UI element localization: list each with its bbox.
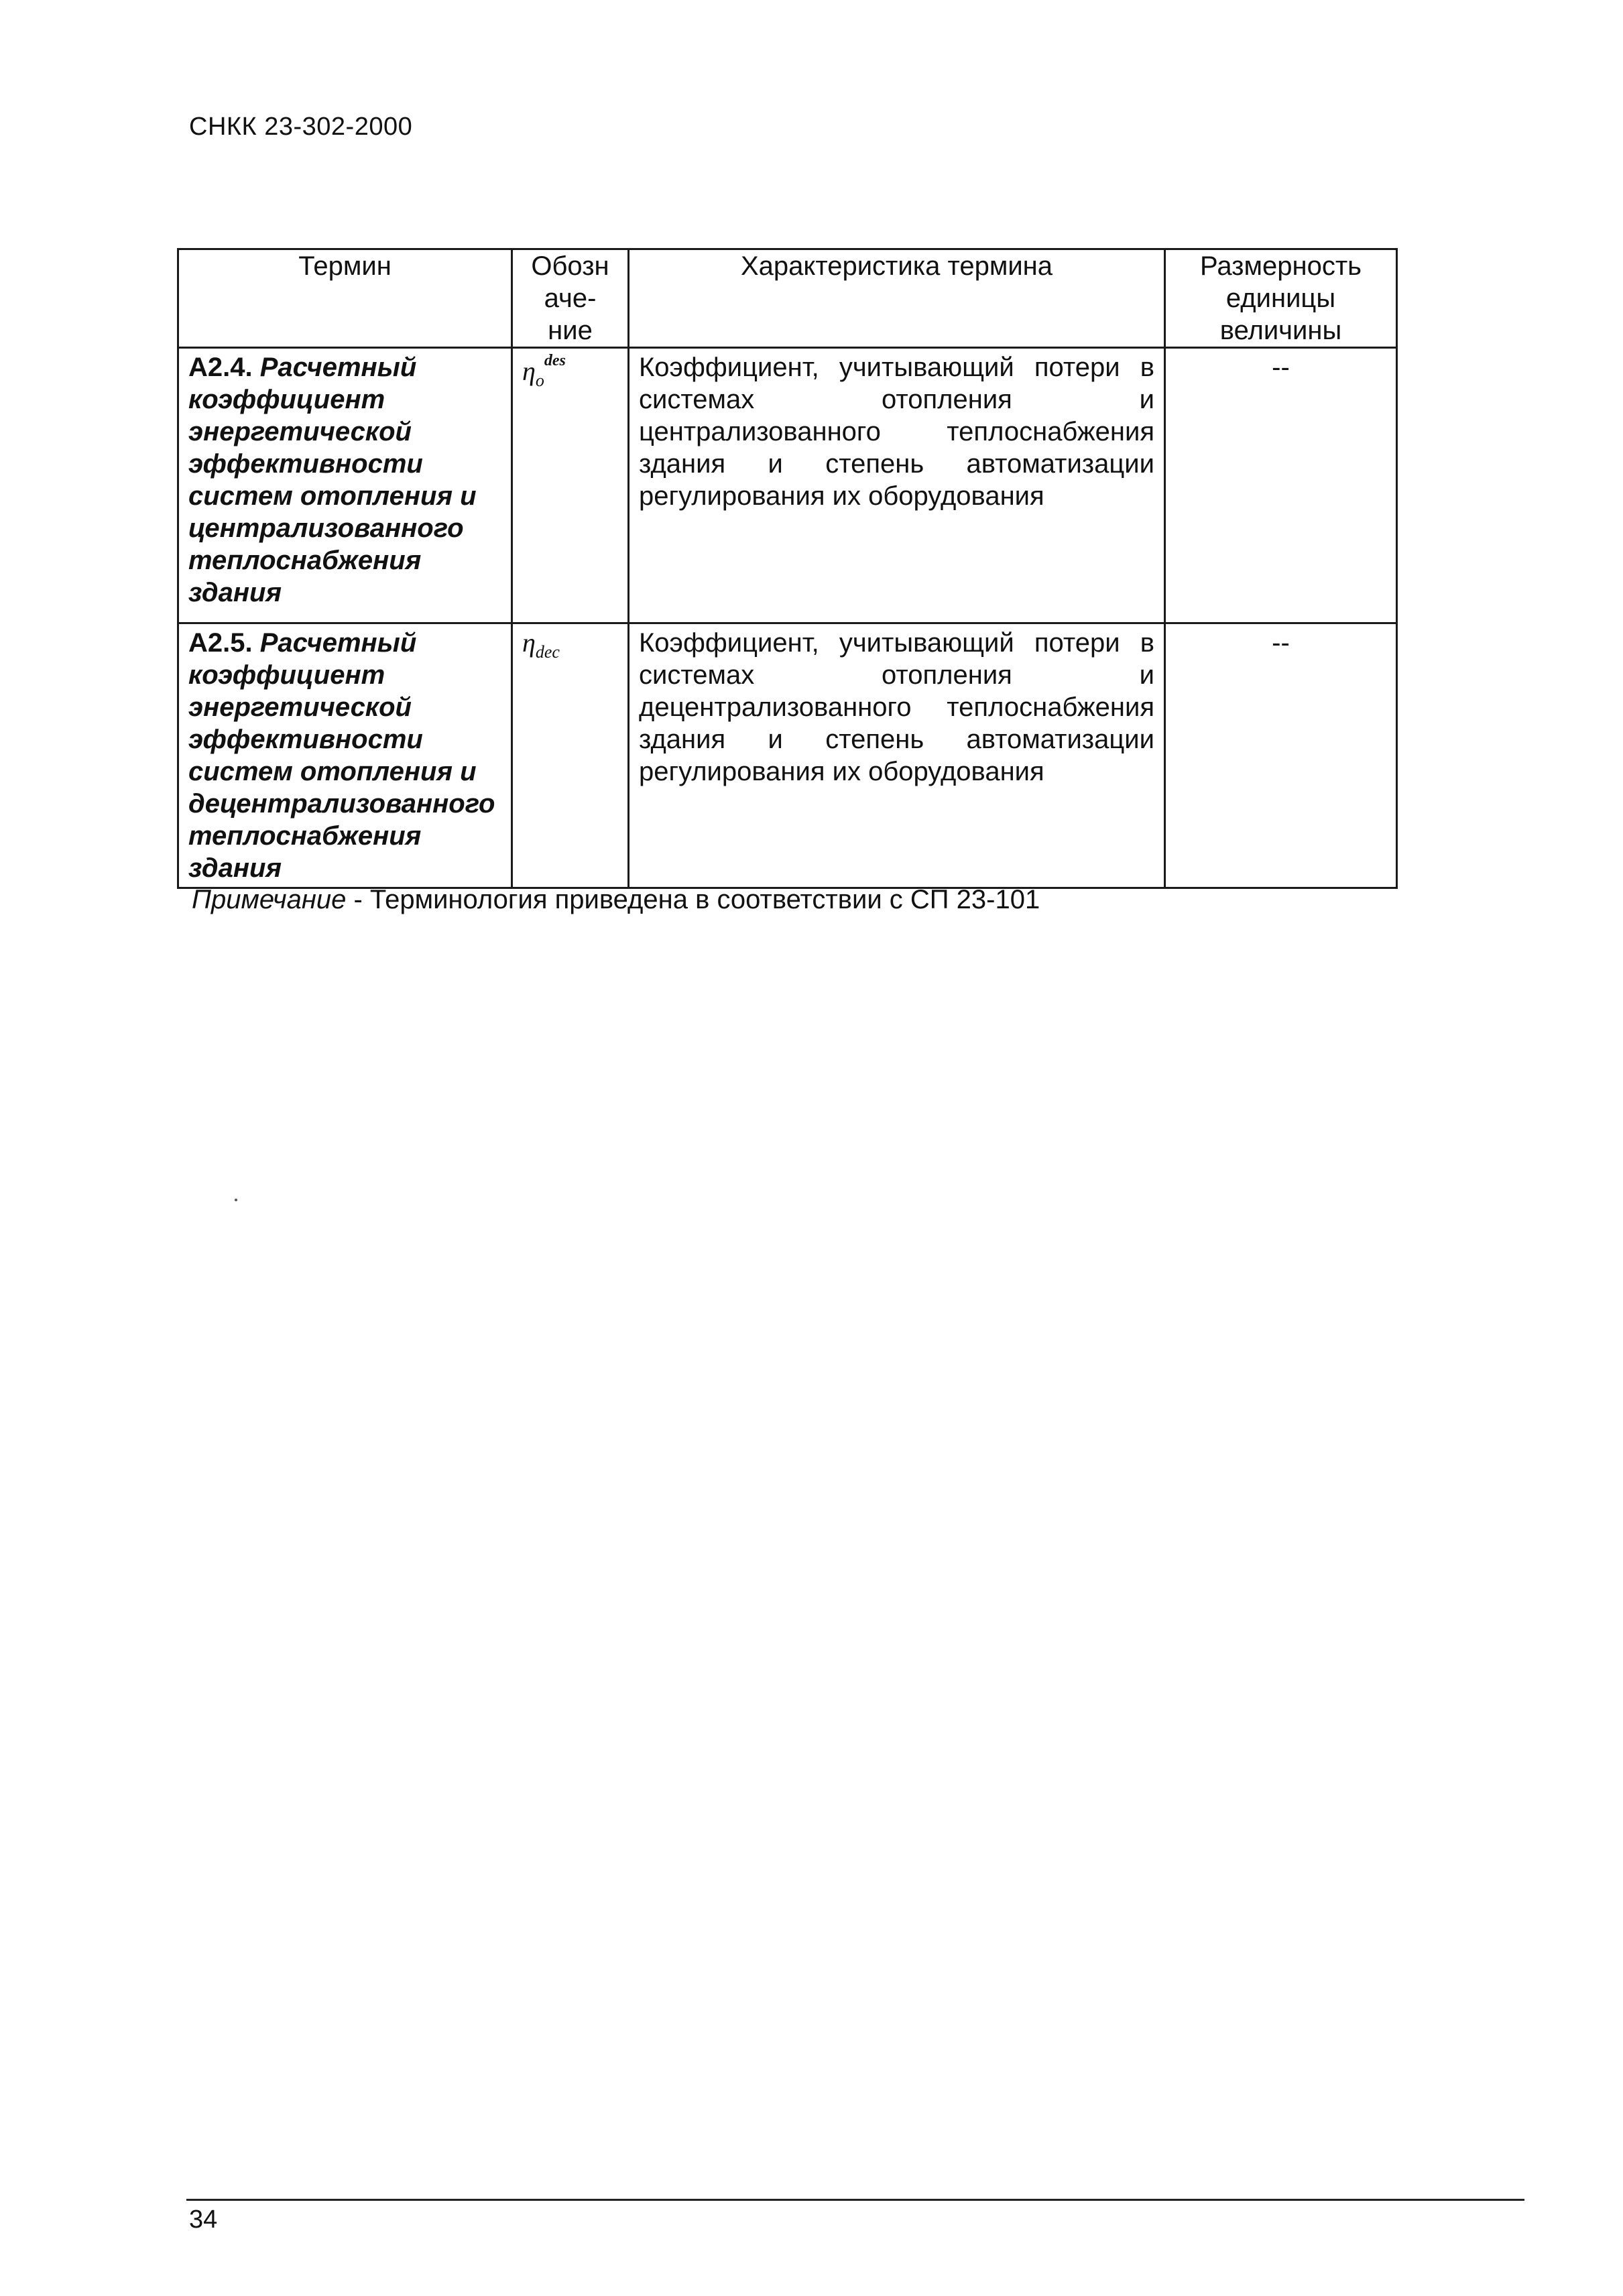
symbol-cell [512, 348, 629, 623]
term-number: А2.5. [188, 628, 253, 658]
column-header-term: Термин [178, 249, 512, 348]
table-header-row [178, 249, 1397, 348]
terms-table [177, 248, 1398, 889]
symbol-superscript: des [544, 352, 566, 369]
note-label: Примечание [192, 885, 347, 914]
column-header-symbol: Обозн аче- ние [512, 249, 629, 348]
unit-cell: -- [1165, 348, 1397, 623]
scan-speck [235, 1199, 237, 1201]
table-row [178, 348, 1397, 623]
note-text: - Терминология приведена в соответствии с СП 23-101 [346, 885, 1040, 914]
symbol-subscript: dec [535, 642, 560, 662]
page-number: 34 [189, 2206, 218, 2234]
term-number: А2.4. [188, 353, 253, 382]
symbol-main: η [522, 627, 536, 658]
symbol-subscript: o [535, 371, 544, 390]
description-cell: Коэффициент, учитывающий потери в системах отопления и централизованного теплоснабжения здания и степень автоматизации регулирования их оборудования [629, 348, 1165, 623]
table-note [192, 885, 1040, 915]
symbol-main: η [522, 356, 536, 386]
table-row [178, 623, 1397, 888]
term-cell [178, 348, 512, 623]
column-header-description: Характеристика термина [629, 249, 1165, 348]
term-title: Расчетный коэффициент энергетической эффективности систем отопления и децентрализованного теплоснабжения здания [188, 628, 495, 883]
term-title: Расчетный коэффициент энергетической эффективности систем отопления и централизованного теплоснабжения здания [188, 353, 477, 607]
term-cell [178, 623, 512, 888]
footer-divider [186, 2199, 1524, 2201]
symbol-cell [512, 623, 629, 888]
column-header-unit: Размерность единицы величины [1165, 249, 1397, 348]
unit-cell: -- [1165, 623, 1397, 888]
description-cell: Коэффициент, учитывающий потери в системах отопления и децентрализованного теплоснабжения здания и степень автоматизации регулирования их оборудования [629, 623, 1165, 888]
document-code: СНКК 23-302-2000 [189, 113, 413, 141]
